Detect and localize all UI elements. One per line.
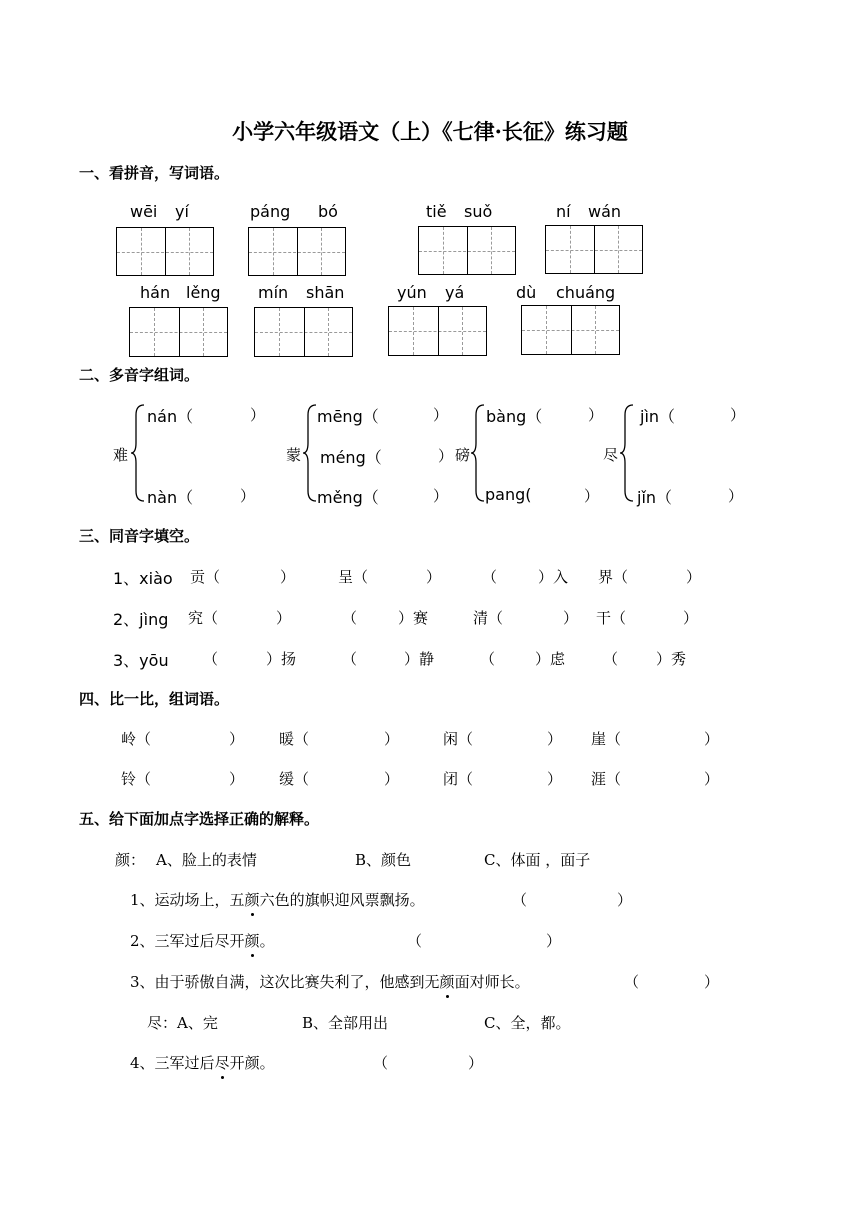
compare-item: 涯（ [591, 770, 622, 788]
writing-grid[interactable] [254, 307, 353, 357]
blank-item: （ [342, 609, 358, 627]
answer-paren-open[interactable]: （ [407, 932, 423, 950]
dotted-char: 颜 [439, 973, 455, 991]
writing-grid[interactable] [545, 225, 643, 274]
question-text: 六色的旗帜迎风票飘扬。 [259, 891, 425, 909]
paren-close: ） [584, 487, 600, 505]
compare-item: ） [384, 730, 400, 748]
paren-close: ） [240, 487, 256, 505]
option-b: B、全部用出 [302, 1014, 389, 1032]
blank-item: ） [280, 568, 296, 586]
reading: jìn（ [640, 407, 676, 426]
reading: měng（ [317, 488, 379, 507]
compare-item: 暖（ [279, 730, 310, 748]
writing-grid[interactable] [116, 227, 214, 276]
blank-item: ）赛 [398, 609, 429, 627]
section-3-heading: 三、同音字填空。 [79, 527, 200, 545]
compare-item: 岭（ [121, 730, 152, 748]
answer-paren-close: ） [617, 891, 633, 909]
compare-item: ） [384, 770, 400, 788]
writing-grid[interactable] [129, 307, 228, 357]
polyphone-char: 尽 [603, 446, 619, 464]
dotted-char: 颜 [244, 891, 260, 909]
pinyin: hán [140, 283, 171, 302]
question-3 [130, 971, 530, 992]
pinyin: lěng [186, 283, 221, 302]
question-text: 3、由于骄傲自满，这次比赛失利了，他感到无 [130, 973, 440, 991]
pinyin: wán [588, 202, 622, 221]
blank-item: （ [480, 650, 496, 668]
blank-item: 贡（ [190, 568, 221, 586]
pinyin: yá [445, 283, 465, 302]
pinyin: páng [250, 202, 291, 221]
compare-item: ） [229, 770, 245, 788]
question-text: 面对师长。 [454, 973, 530, 991]
compare-item: 闭（ [443, 770, 474, 788]
pinyin: bó [318, 202, 338, 221]
option-c: C、全，都。 [484, 1014, 571, 1032]
reading: mēng（ [317, 407, 379, 426]
pinyin: dù [516, 283, 537, 302]
blank-item: 界（ [598, 568, 629, 586]
blank-item: ）秀 [656, 650, 687, 668]
section-4-heading: 四、比一比，组词语。 [79, 690, 230, 708]
brace [619, 403, 635, 503]
option-c: C、体面 ，面子 [484, 851, 591, 869]
compare-item: ） [547, 730, 563, 748]
reading: nàn（ [147, 488, 194, 507]
writing-grid[interactable] [521, 305, 620, 355]
question-text: 4、三军过后 [130, 1054, 215, 1072]
compare-item: ） [704, 770, 720, 788]
blank-item: ） [683, 609, 699, 627]
answer-paren-close: ） [704, 973, 720, 991]
reading: bàng（ [486, 407, 543, 426]
paren-close: ） [730, 406, 746, 424]
blank-item: 呈（ [338, 568, 369, 586]
paren-close: ） [433, 487, 449, 505]
question-1 [130, 889, 425, 910]
pinyin: chuáng [556, 283, 616, 302]
compare-item: ） [547, 770, 563, 788]
blank-item: 干（ [596, 609, 627, 627]
option-a: A、完 [177, 1014, 218, 1032]
reading: jǐn（ [637, 488, 673, 507]
option-label: 尽： [147, 1014, 178, 1032]
reading: nán（ [147, 407, 194, 426]
blank-item: ）虑 [535, 650, 566, 668]
question-text: 开颜。 [229, 1054, 275, 1072]
blank-item: ） [563, 609, 579, 627]
pinyin: suǒ [464, 202, 493, 221]
blank-item: ） [686, 568, 702, 586]
writing-grid[interactable] [388, 306, 487, 356]
polyphone-char: 蒙 [286, 446, 302, 464]
compare-item: 崖（ [591, 730, 622, 748]
blank-item: （ [203, 650, 219, 668]
blank-item: ）静 [404, 650, 435, 668]
blank-item: （ [482, 568, 498, 586]
question-2 [130, 930, 275, 951]
polyphone-char: 难 [113, 446, 129, 464]
paren-close: ） [433, 406, 449, 424]
question-4 [130, 1052, 275, 1073]
option-label: 颜： [115, 851, 146, 869]
blank-item: ） [426, 568, 442, 586]
pinyin: wēi [130, 202, 158, 221]
blank-item: 清（ [473, 609, 504, 627]
page-title: 小学六年级语文（上）《七律·长征》练习题 [232, 119, 628, 144]
pinyin: ní [556, 202, 571, 221]
row-label: 2、jìng [113, 610, 169, 629]
compare-item: 闲（ [443, 730, 474, 748]
paren-close: ） [438, 447, 454, 465]
section-2-heading: 二、多音字组词。 [79, 366, 200, 384]
dotted-char: 颜 [244, 932, 260, 950]
blank-item: ）扬 [266, 650, 297, 668]
blank-item: （ [342, 650, 358, 668]
polyphone-char: 磅 [455, 446, 471, 464]
pinyin: shān [306, 283, 345, 302]
compare-item: ） [704, 730, 720, 748]
writing-grid[interactable] [418, 226, 516, 275]
blank-item: （ [603, 650, 619, 668]
option-a: A、脸上的表情 [156, 851, 257, 869]
section-5-heading: 五、给下面加点字选择正确的解释。 [79, 810, 320, 828]
brace [470, 403, 486, 503]
dotted-char: 尽 [214, 1054, 230, 1072]
blank-item: 究（ [188, 609, 219, 627]
compare-item: 缓（ [279, 770, 310, 788]
paren-close: ） [250, 406, 266, 424]
question-text: 2、三军过后尽开 [130, 932, 245, 950]
row-label: 1、xiào [113, 569, 173, 588]
answer-paren-close: ） [546, 932, 562, 950]
answer-paren-open[interactable]: （ [373, 1054, 389, 1072]
question-text: 。 [259, 932, 275, 950]
paren-close: ） [728, 487, 744, 505]
blank-item: ） [276, 609, 292, 627]
compare-item: ） [229, 730, 245, 748]
compare-item: 铃（ [121, 770, 152, 788]
pinyin: tiě [426, 202, 447, 221]
reading: méng（ [320, 448, 382, 467]
answer-paren-close: ） [468, 1054, 484, 1072]
answer-paren-open[interactable]: （ [512, 891, 528, 909]
brace [302, 403, 318, 503]
pinyin: mín [258, 283, 289, 302]
pinyin: yí [175, 202, 189, 221]
option-b: B、颜色 [355, 851, 412, 869]
answer-paren-open[interactable]: （ [624, 973, 640, 991]
reading: pang( [485, 485, 532, 504]
row-label: 3、yōu [113, 651, 169, 670]
brace [130, 403, 146, 503]
paren-close: ） [588, 406, 604, 424]
pinyin: yún [397, 283, 427, 302]
question-text: 1、运动场上，五 [130, 891, 245, 909]
section-1-heading: 一、看拼音，写词语。 [79, 164, 230, 182]
writing-grid[interactable] [248, 227, 346, 276]
blank-item: ）入 [538, 568, 569, 586]
